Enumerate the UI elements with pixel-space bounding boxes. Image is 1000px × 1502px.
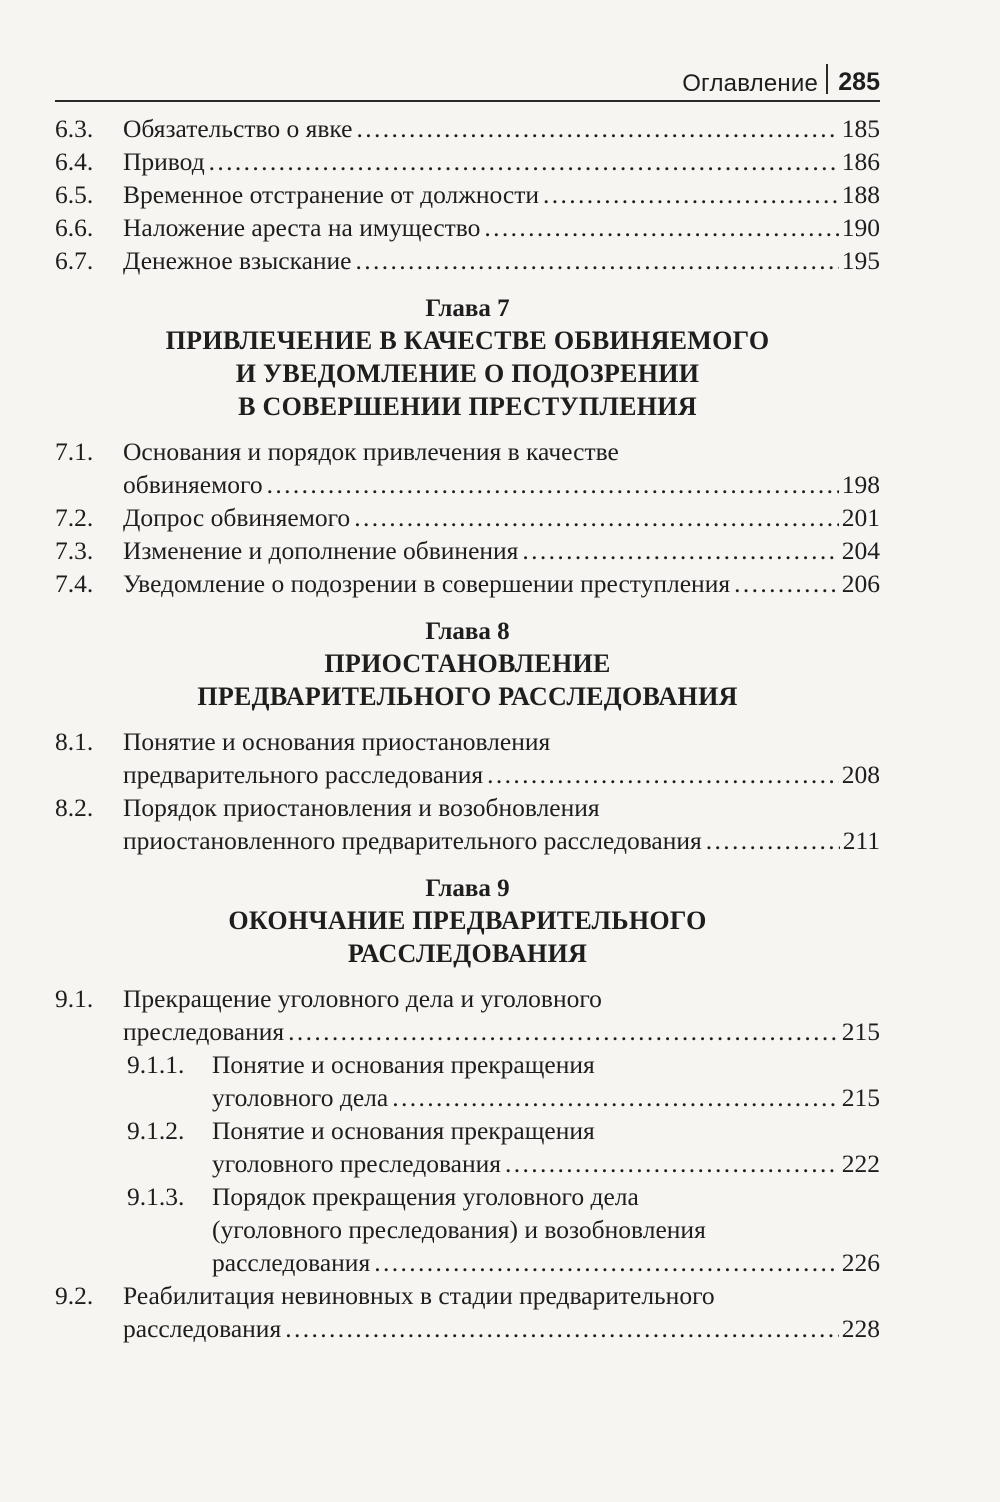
entry-page-number: 215: [841, 1083, 880, 1112]
entry-page-number: 226: [841, 1248, 880, 1277]
entry-page-number: 190: [841, 213, 880, 242]
chapter-title-line: ОКОНЧАНИЕ ПРЕДВАРИТЕЛЬНОГО: [228, 906, 707, 935]
entry-number: 9.2.: [55, 1281, 94, 1310]
entry-title-line: преследования: [123, 1017, 285, 1046]
entry-number: 7.1.: [55, 437, 94, 466]
dot-leader: [356, 112, 838, 145]
entry-title-line: предварительного расследования: [123, 760, 484, 789]
entry-number: 6.3.: [55, 114, 94, 143]
dot-leader: [209, 145, 839, 178]
chapter-heading: [55, 616, 880, 713]
entry-title-line: Обязательство о явке: [123, 114, 353, 143]
toc-entry[interactable]: [55, 211, 880, 244]
entry-title-line: расследования: [123, 1314, 282, 1343]
entry-number: 6.6.: [55, 213, 94, 242]
toc-entry[interactable]: [55, 534, 880, 567]
toc-entry[interactable]: [55, 567, 880, 600]
dot-leader: [706, 824, 840, 857]
entry-number: 8.1.: [55, 727, 94, 756]
header-title: Оглавление: [682, 70, 818, 97]
entry-title-line: Изменение и дополнение обвинения: [123, 536, 519, 565]
entry-title-line: (уголовного преследования) и возобновления: [212, 1215, 706, 1244]
entry-title-line: Понятие и основания приостановления: [123, 727, 551, 756]
entry-number: 7.3.: [55, 536, 94, 565]
entry-page-number: 204: [841, 536, 880, 565]
chapter-title-line: ПРИВЛЕЧЕНИЕ В КАЧЕСТВЕ ОБВИНЯЕМОГО: [165, 326, 770, 355]
toc-entry[interactable]: [55, 982, 880, 1048]
entry-number: 9.1.3.: [127, 1182, 185, 1211]
entry-title-line: приостановленного предварительного расследования: [123, 826, 702, 855]
dot-leader: [505, 1147, 839, 1180]
dot-leader: [734, 567, 839, 600]
dot-leader: [543, 178, 839, 211]
entry-title-line: расследования: [212, 1248, 371, 1277]
entry-number: 7.2.: [55, 503, 94, 532]
entry-number: 9.1.: [55, 984, 94, 1013]
entry-number: 6.7.: [55, 246, 94, 275]
chapter-heading: [55, 873, 880, 970]
entry-title-line: Наложение ареста на имущество: [123, 213, 481, 242]
dot-leader: [522, 534, 838, 567]
entry-title-line: Допрос обвиняемого: [123, 503, 351, 532]
entry-title-line: Понятие и основания прекращения: [212, 1050, 595, 1079]
entry-title-line: Основания и порядок привлечения в качестве: [123, 437, 619, 466]
entry-title-line: Понятие и основания прекращения: [212, 1116, 595, 1145]
entry-number: 8.2.: [55, 793, 94, 822]
entry-page-number: 195: [841, 246, 880, 275]
entry-page-number: 228: [841, 1314, 880, 1343]
chapter-label: Глава 7: [425, 295, 510, 322]
dot-leader: [285, 1312, 839, 1345]
entry-number: 9.1.1.: [127, 1050, 185, 1079]
entry-page-number: 211: [842, 826, 880, 855]
dot-leader: [484, 211, 838, 244]
dot-leader: [354, 501, 839, 534]
dot-leader: [267, 468, 839, 501]
toc-entry[interactable]: [55, 435, 880, 501]
entry-page-number: 222: [841, 1149, 880, 1178]
chapter-heading: [55, 293, 880, 423]
dot-leader: [392, 1081, 839, 1114]
chapter-label: Глава 9: [425, 875, 510, 902]
running-header: [55, 58, 880, 102]
toc-entry[interactable]: [55, 112, 880, 145]
entry-page-number: 188: [841, 180, 880, 209]
entry-page-number: 185: [841, 114, 880, 143]
entry-page-number: 186: [841, 147, 880, 176]
chapter-title-line: В СОВЕРШЕНИИ ПРЕСТУПЛЕНИЯ: [238, 392, 697, 421]
dot-leader: [487, 758, 839, 791]
header-separator: [826, 64, 828, 94]
toc-entry[interactable]: [55, 178, 880, 211]
toc-entry[interactable]: [55, 1048, 880, 1114]
chapter-title-line: И УВЕДОМЛЕНИЕ О ПОДОЗРЕНИИ: [235, 359, 700, 388]
toc-entry[interactable]: [55, 725, 880, 791]
entry-title-line: уголовного преследования: [212, 1149, 501, 1178]
entry-title-line: Реабилитация невиновных в стадии предварительного: [123, 1281, 715, 1310]
chapter-title-line: ПРЕДВАРИТЕЛЬНОГО РАССЛЕДОВАНИЯ: [197, 682, 738, 711]
entry-number: 9.1.2.: [127, 1116, 185, 1145]
entry-title-line: Денежное взыскание: [123, 246, 352, 275]
toc-entry[interactable]: [55, 1114, 880, 1180]
entry-page-number: 201: [841, 503, 880, 532]
entry-number: 6.4.: [55, 147, 94, 176]
entry-title-line: Уведомление о подозрении в совершении преступления: [123, 569, 731, 598]
chapter-label: Глава 8: [425, 618, 510, 645]
entry-number: 7.4.: [55, 569, 94, 598]
page-number: 285: [838, 68, 880, 96]
entry-title-line: Временное отстранение от должности: [123, 180, 540, 209]
dot-leader: [356, 244, 839, 277]
table-of-contents: [55, 112, 880, 1345]
chapter-title-line: РАССЛЕДОВАНИЯ: [347, 939, 588, 968]
entry-page-number: 198: [841, 470, 880, 499]
toc-entry[interactable]: [55, 1180, 880, 1279]
dot-leader: [288, 1015, 839, 1048]
entry-title-line: Привод: [123, 147, 205, 176]
entry-title-line: Прекращение уголовного дела и уголовного: [123, 984, 602, 1013]
toc-entry[interactable]: [55, 145, 880, 178]
dot-leader: [374, 1246, 839, 1279]
toc-entry[interactable]: [55, 244, 880, 277]
chapter-title-line: ПРИОСТАНОВЛЕНИЕ: [324, 649, 611, 678]
toc-entry[interactable]: [55, 501, 880, 534]
entry-title-line: Порядок прекращения уголовного дела: [212, 1182, 639, 1211]
entry-page-number: 206: [841, 569, 880, 598]
entry-title-line: Порядок приостановления и возобновления: [123, 793, 600, 822]
toc-entry[interactable]: [55, 791, 880, 857]
entry-page-number: 215: [841, 1017, 880, 1046]
entry-page-number: 208: [841, 760, 880, 789]
entry-number: 6.5.: [55, 180, 94, 209]
toc-entry[interactable]: [55, 1279, 880, 1345]
entry-title-line: обвиняемого: [123, 470, 263, 499]
entry-title-line: уголовного дела: [212, 1083, 389, 1112]
